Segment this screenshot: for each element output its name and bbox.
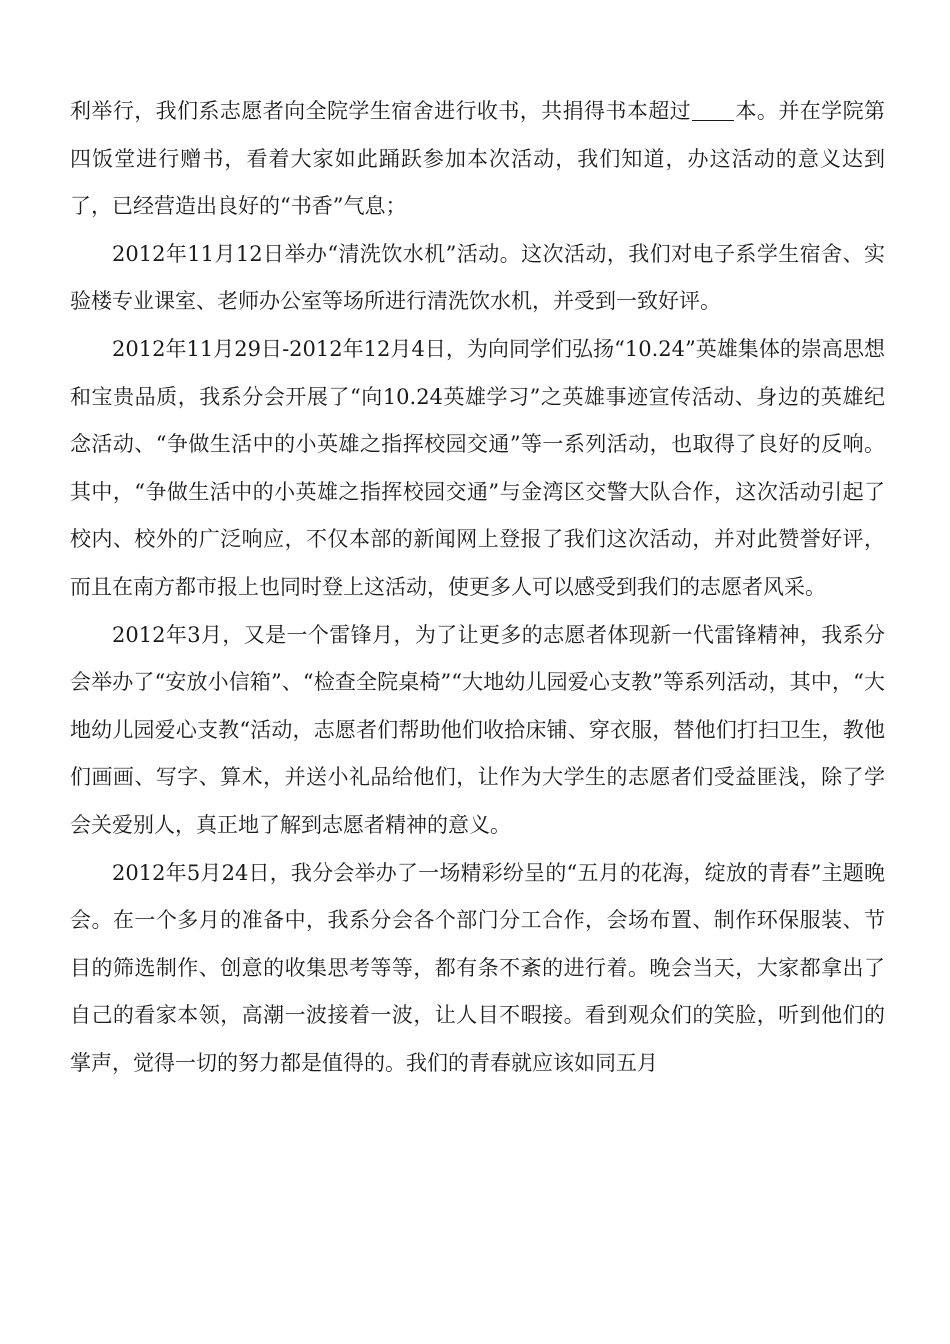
paragraph-book-donation [70, 88, 885, 231]
document-body [70, 88, 885, 1087]
paragraph-hero-activities: 2012年11月29日-2012年12月4日，为向同学们弘扬“10.24”英雄集体的崇高思想和宝贵品质，我系分会开展了“向10.24英雄学习”之英雄事迹宣传活动、身边的英雄纪念活动、“争做生活中的小英雄之指挥校园交通”等一系列活动，也取得了良好的反响。其中，“争做生活中的小英雄之指挥校园交通”与金湾区交警大队合作，这次活动引起了校内、校外的广泛响应，不仅本部的新闻网上登报了我们这次活动，并对此赞誉好评，而且在南方都市报上也同时登上这活动，使更多人可以感受到我们的志愿者风采。 [70, 336, 885, 599]
fill-in-blank [692, 99, 734, 121]
paragraph-water-dispenser: 2012年11月12日举办“清洗饮水机”活动。这次活动，我们对电子系学生宿舍、实验楼专业课室、老师办公室等场所进行清洗饮水机，并受到一致好评。 [70, 241, 885, 314]
paragraph-lei-feng-month: 2012年3月，又是一个雷锋月，为了让更多的志愿者体现新一代雷锋精神，我系分会举办了“安放小信箱”、“检查全院桌椅”“大地幼儿园爱心支教”等系列活动，其中，“大地幼儿园爱心支教“活动，志愿者们帮助他们收拾床铺、穿衣服，替他们打扫卫生，教他们画画、写字、算术，并送小礼品给他们，让作为大学生的志愿者们受益匪浅，除了学会关爱别人，真正地了解到志愿者精神的意义。 [70, 622, 885, 837]
paragraph-text: 本。并在学院第四饭堂进行赠书，看着大家如此踊跃参加本次活动，我们知道，办这活动的意义达到了，已经营造出良好的“书香”气息； [70, 99, 886, 219]
paragraph-text: 利举行，我们系志愿者向全院学生宿舍进行收书，共捐得书本超过 [70, 99, 692, 123]
paragraph-evening-gala: 2012年5月24日，我分会举办了一场精彩纷呈的“五月的花海，绽放的青春”主题晚会。在一个多月的准备中，我系分会各个部门分工合作，会场布置、制作环保服装、节目的筛选制作、创意的收集思考等等，都有条不紊的进行着。晚会当天，大家都拿出了自己的看家本领，高潮一波接着一波，让人目不暇接。看到观众们的笑脸，听到他们的掌声，觉得一切的努力都是值得的。我们的青春就应该如同五月 [70, 860, 885, 1075]
